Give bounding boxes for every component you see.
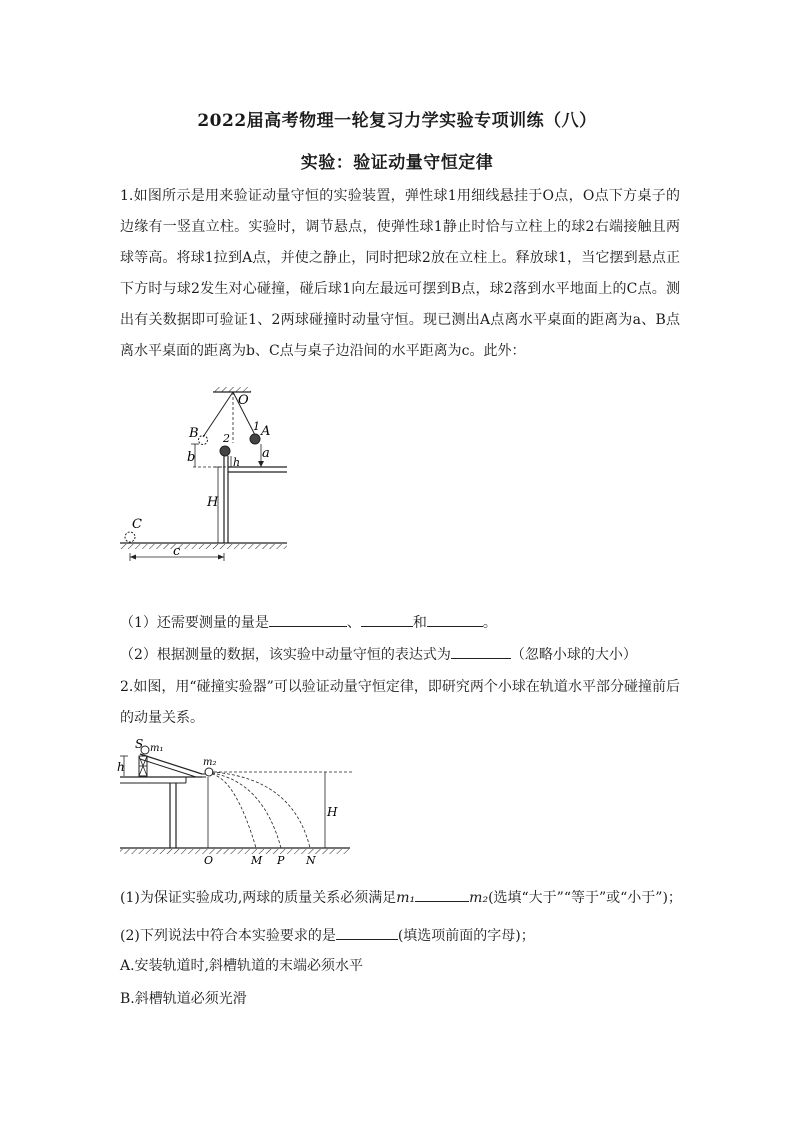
label-a: a: [262, 446, 270, 461]
label-S: S: [135, 737, 144, 751]
label-ball1: 1: [253, 420, 260, 433]
label-B: B: [189, 426, 199, 441]
label-H: H: [207, 495, 219, 510]
label-m2: m₂: [203, 757, 217, 768]
label-M: M: [251, 854, 263, 867]
answer-blank[interactable]: [336, 925, 398, 940]
option-a: A.安装轨道时,斜槽轨道的末端必须水平: [120, 958, 364, 974]
option-b: B.斜槽轨道必须光滑: [120, 991, 247, 1007]
q2-figure: [117, 737, 358, 870]
answer-blank[interactable]: [451, 644, 511, 659]
q2-paragraph: 2.如图，用“碰撞实验器”可以验证动量守恒定律，即研究两个小球在轨道水平部分碰撞前后的动量关系。: [120, 679, 680, 726]
label-b: b: [187, 450, 196, 465]
label-c: c: [173, 544, 181, 559]
label-h2: h: [117, 760, 125, 774]
answer-blank[interactable]: [415, 887, 469, 902]
answer-blank[interactable]: [427, 612, 483, 627]
q1-sub2: （2）根据测量的数据，该实验中动量守恒的表达式为 （忽略小球的大小）: [120, 644, 637, 664]
answer-blank[interactable]: [269, 612, 347, 627]
q2-sub1: (1)为保证实验成功,两球的质量关系必须满足m₁ m₂(选填“大于”“等于”或“小于”)；: [120, 887, 682, 907]
label-N: N: [306, 854, 316, 867]
label-O2: O: [204, 854, 214, 867]
section-title: 实验：验证动量守恒定律: [300, 153, 494, 173]
label-m1: m₁: [150, 743, 164, 754]
q1-paragraph: 1.如图所示是用来验证动量守恒的实验装置，弹性球1用细线悬挂于O点，O点下方桌子的边缘有一竖直立柱。实验时，调节悬点，使弹性球1静止时恰与立柱上的球2右端接触且两球等高。将球1拉到A点，并使之静止，同时把球2放在立柱上。释放球1，当它摆到悬点正下方时与球2发生对心碰撞，碰后球1向左最远可摆到B点，球2落到水平地面上的C点。测出有关数据即可验证1、2两球碰撞时动量守恒。现已测出A点离水平桌面的距离为a、B点离水平桌面的距离为b、C点与桌子边沿间的水平距离为c。此外：: [120, 188, 680, 359]
answer-blank[interactable]: [361, 612, 413, 627]
label-C: C: [132, 517, 142, 532]
label-O: O: [238, 393, 249, 408]
label-P: P: [277, 854, 285, 867]
label-A: A: [261, 424, 271, 439]
q2-sub2: (2)下列说法中符合本实验要求的是 (填选项前面的字母)；: [120, 925, 535, 945]
page-title: 2022届高考物理一轮复习力学实验专项训练（八）: [197, 111, 597, 131]
label-h: h: [233, 456, 241, 469]
label-ball2: 2: [223, 432, 230, 445]
q1-sub1: （1）还需要测量的量是 、 和 。: [120, 612, 497, 632]
label-H2: H: [327, 805, 338, 819]
q1-figure: [115, 385, 295, 565]
